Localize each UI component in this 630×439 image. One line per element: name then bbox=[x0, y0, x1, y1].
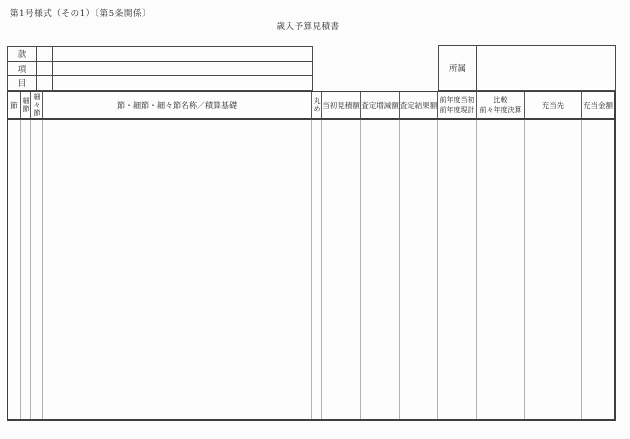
col-header-label: 丸め bbox=[313, 97, 321, 113]
account-code-cell bbox=[37, 47, 53, 61]
col-header-assessment-result bbox=[400, 92, 438, 120]
form-number-label: 第1号様式（その1）〔第5条関係〕 bbox=[10, 9, 152, 19]
col-header-saisaisetsu bbox=[31, 92, 43, 120]
col-header-allocation-target bbox=[525, 92, 582, 120]
col-header-comparison bbox=[477, 92, 525, 120]
col-header-label: 査定増減額 bbox=[361, 100, 399, 110]
affiliation-box bbox=[438, 45, 616, 91]
account-value-cell bbox=[53, 47, 312, 61]
col-header-label: 前年度当初 bbox=[439, 96, 475, 104]
col-header-label: 査定結果額 bbox=[400, 100, 438, 110]
col-header-name-basis bbox=[43, 92, 312, 120]
body-cell-comparison bbox=[477, 120, 525, 419]
body-cell-saisaisetsu bbox=[31, 120, 43, 419]
body-cell-saisetsu bbox=[21, 120, 31, 419]
account-code-cell bbox=[37, 76, 53, 90]
col-header-sublabel: 前々年度決算 bbox=[479, 106, 522, 114]
account-row-label: 目 bbox=[8, 76, 37, 90]
col-header-label: 細節 bbox=[22, 97, 30, 113]
account-section-table bbox=[7, 46, 313, 91]
body-cell-previous-year bbox=[438, 120, 477, 419]
account-code-cell bbox=[37, 62, 53, 76]
col-header-label: 比較 bbox=[493, 96, 508, 104]
col-header-previous-year bbox=[438, 92, 477, 120]
col-header-label: 細々節 bbox=[33, 93, 41, 117]
body-cell-initial-estimate bbox=[322, 120, 361, 419]
col-header-initial-estimate bbox=[322, 92, 361, 120]
body-cell-assessment-result bbox=[400, 120, 438, 419]
col-header-allocation-amount bbox=[582, 92, 614, 120]
page-title: 歳入予算見積書 bbox=[276, 22, 340, 32]
col-header-label: 当初見積額 bbox=[322, 100, 360, 110]
body-cell-setsu bbox=[8, 120, 21, 419]
estimate-table bbox=[7, 91, 616, 421]
account-value-cell bbox=[53, 76, 312, 90]
col-header-label: 節・細節・細々節名称／積算基礎 bbox=[117, 100, 237, 110]
col-header-setsu bbox=[8, 92, 21, 120]
account-row-label: 項 bbox=[8, 62, 37, 76]
affiliation-value-cell bbox=[477, 46, 615, 90]
account-row-kan bbox=[8, 47, 312, 62]
col-header-label: 節 bbox=[10, 100, 18, 110]
body-cell-allocation-amount bbox=[582, 120, 614, 419]
body-cell-allocation-target bbox=[525, 120, 582, 419]
account-value-cell bbox=[53, 62, 312, 76]
col-header-label: 充当先 bbox=[541, 100, 565, 110]
affiliation-label: 所属 bbox=[439, 46, 477, 90]
account-row-moku bbox=[8, 76, 312, 90]
account-row-label: 款 bbox=[8, 47, 37, 61]
body-cell-name-basis bbox=[43, 120, 312, 419]
account-row-ko bbox=[8, 62, 312, 77]
col-header-rounding bbox=[312, 92, 322, 120]
col-header-label: 充当金額 bbox=[583, 100, 613, 110]
col-header-assessment-change bbox=[361, 92, 400, 120]
col-header-saisetsu bbox=[21, 92, 31, 120]
body-cell-rounding bbox=[312, 120, 322, 419]
col-header-sublabel: 前年度現計 bbox=[439, 106, 475, 114]
body-cell-assessment-change bbox=[361, 120, 400, 419]
